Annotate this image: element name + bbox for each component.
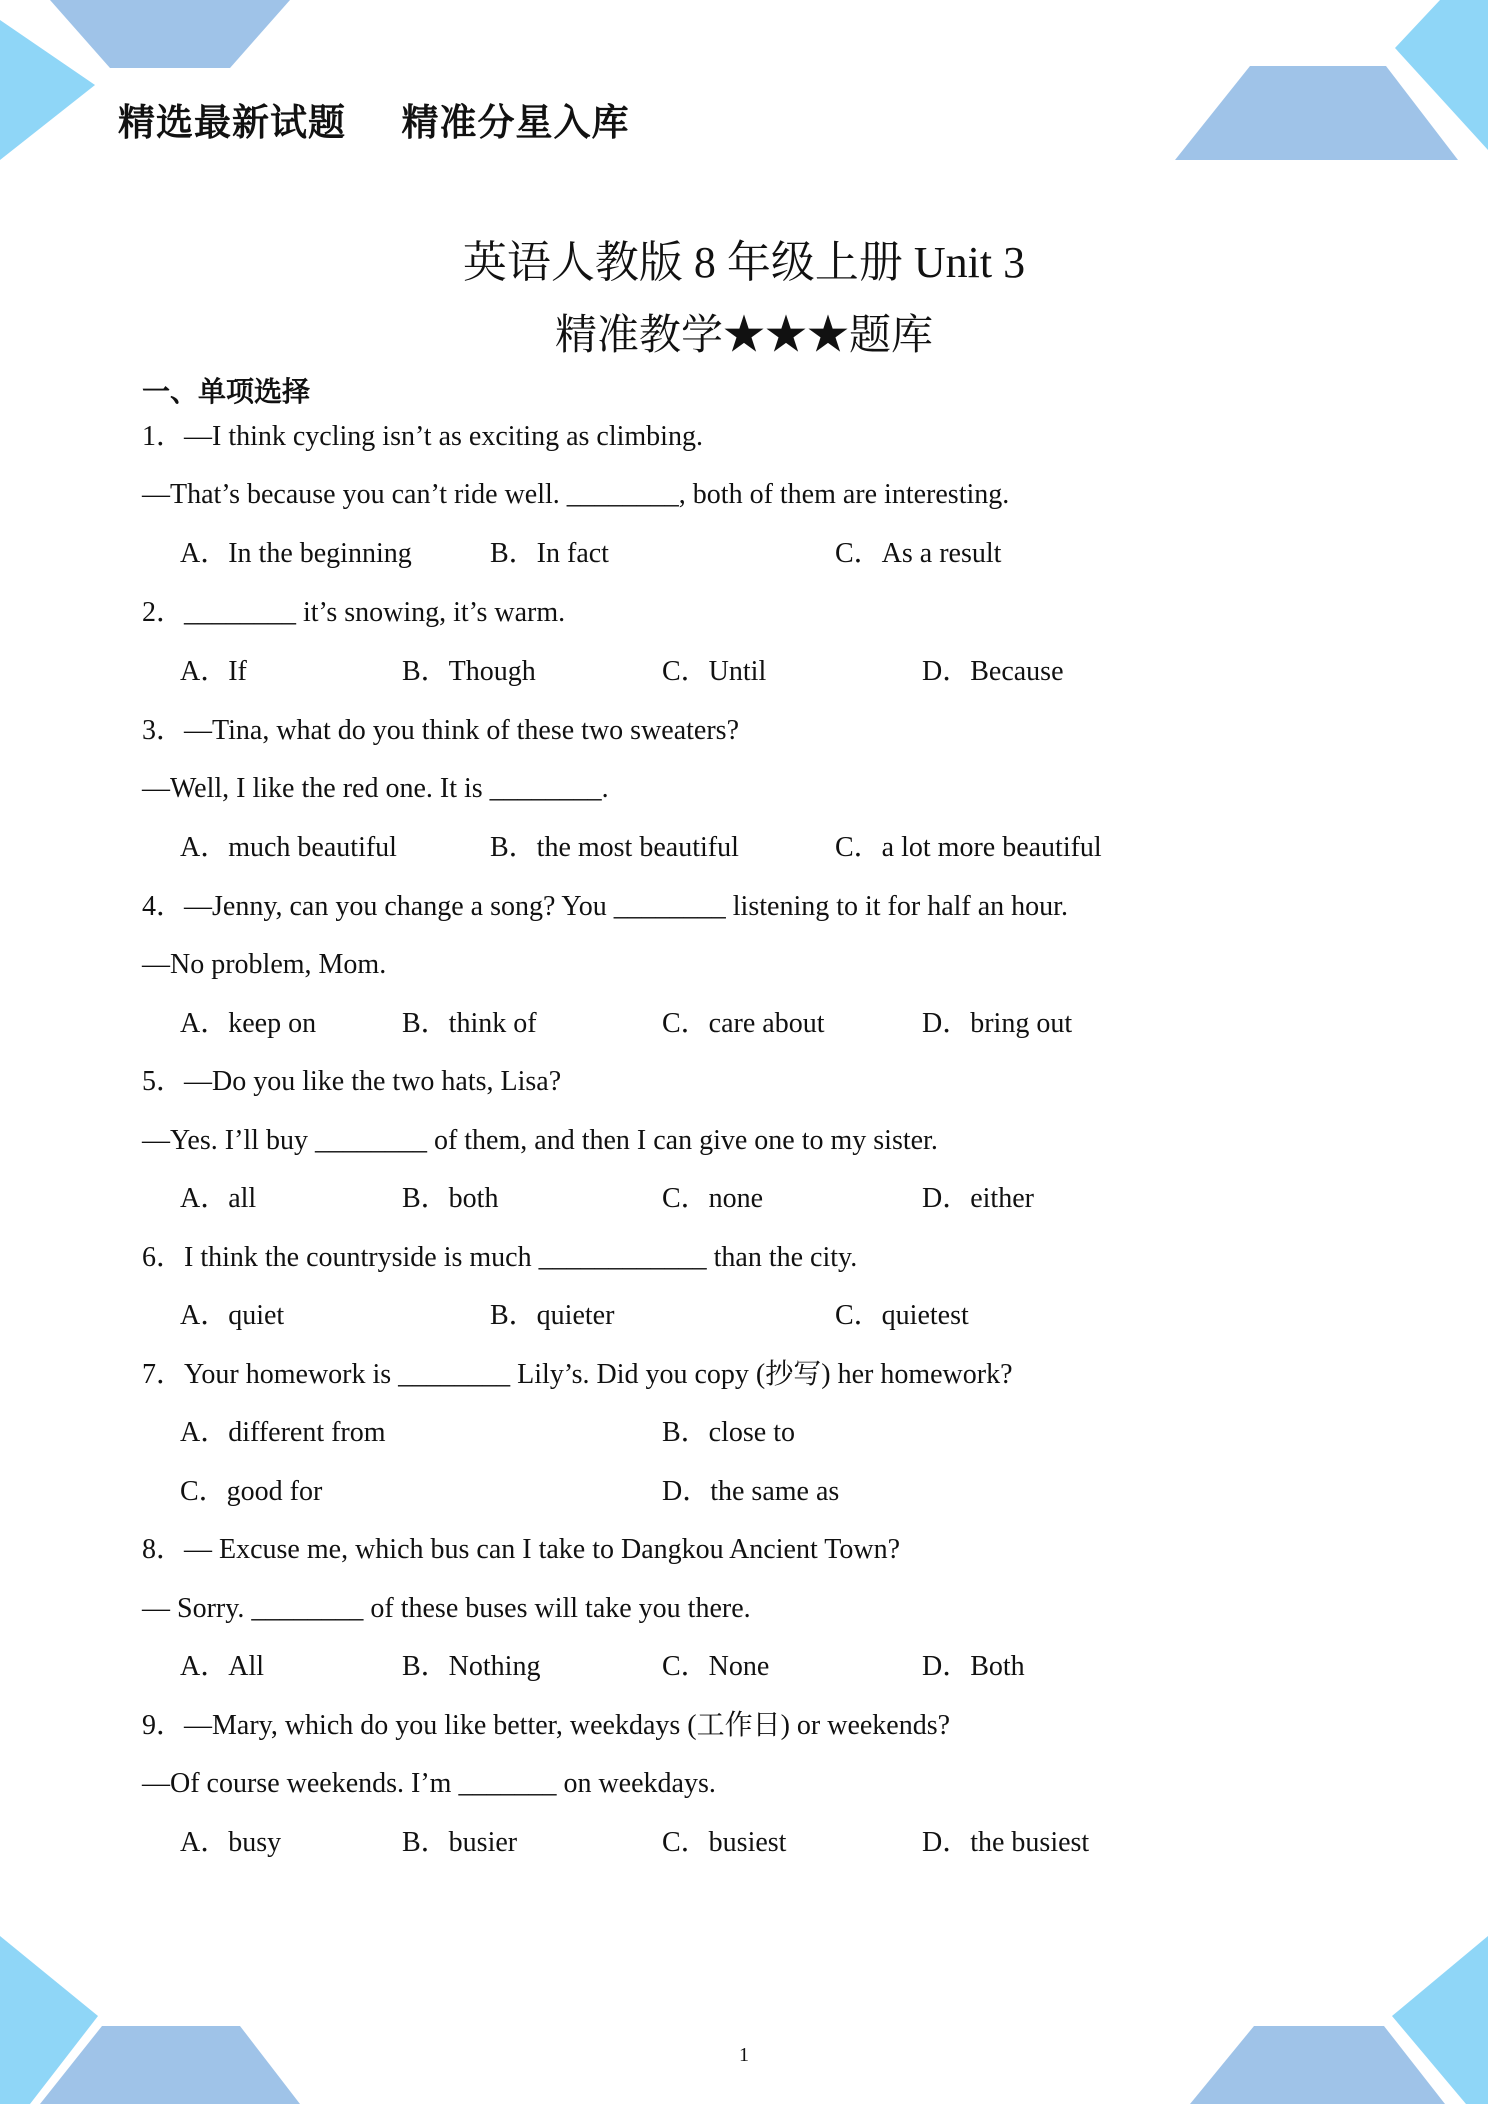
- question-4-option-c: C．care about: [662, 1008, 825, 1039]
- question-8-option-d: D．Both: [922, 1651, 1025, 1682]
- question-8-option-a: A．All: [180, 1651, 265, 1682]
- question-1-line-2: —That’s because you can’t ride well. ________, both of them are interesting.: [142, 479, 1010, 510]
- question-9-line-2: —Of course weekends. I’m _______ on weekdays.: [142, 1768, 716, 1799]
- question-6-option-a: A．quiet: [180, 1300, 285, 1331]
- page-number: 1: [739, 2044, 749, 2066]
- question-3-option-a: A．much beautiful: [180, 832, 397, 863]
- question-2-line-1: 2．________ it’s snowing, it’s warm.: [142, 597, 566, 628]
- question-7-line-1: 7．Your homework is ________ Lily’s. Did you copy (抄写) her homework?: [142, 1359, 1013, 1390]
- question-9-option-a: A．busy: [180, 1827, 282, 1858]
- question-9-option-d: D．the busiest: [922, 1827, 1090, 1858]
- question-8-option-c: C．None: [662, 1651, 770, 1682]
- question-2-option-b: B．Though: [402, 656, 536, 687]
- question-3-line-1: 3．—Tina, what do you think of these two sweaters?: [142, 715, 739, 746]
- question-4-line-1: 4．—Jenny, can you change a song? You ________ listening to it for half an hour.: [142, 891, 1068, 922]
- question-8-line-1: 8．— Excuse me, which bus can I take to Dangkou Ancient Town?: [142, 1534, 901, 1565]
- question-2-option-a: A．If: [180, 656, 247, 687]
- question-2-option-d: D．Because: [922, 656, 1064, 687]
- question-6-option-b: B．quieter: [490, 1300, 615, 1331]
- question-2-option-c: C．Until: [662, 656, 767, 687]
- question-3-option-b: B．the most beautiful: [490, 832, 739, 863]
- question-5-option-b: B．both: [402, 1183, 499, 1214]
- question-6-line-1: 6．I think the countryside is much ____________ than the city.: [142, 1242, 858, 1273]
- question-8-line-2: — Sorry. ________ of these buses will take you there.: [142, 1593, 751, 1624]
- question-7-option-c: C．good for: [180, 1476, 323, 1507]
- question-6-option-c: C．quietest: [835, 1300, 969, 1331]
- header-slogan: 精选最新试题 精准分星入库: [118, 101, 630, 144]
- question-7-option-a: A．different from: [180, 1417, 386, 1448]
- question-4-option-a: A．keep on: [180, 1008, 317, 1039]
- question-1-option-c: C．As a result: [835, 538, 1002, 569]
- question-5-line-1: 5．—Do you like the two hats, Lisa?: [142, 1066, 562, 1097]
- question-5-option-a: A．all: [180, 1183, 257, 1214]
- document-title: 英语人教版 8 年级上册 Unit 3: [462, 238, 1026, 287]
- question-8-option-b: B．Nothing: [402, 1651, 541, 1682]
- question-5-option-d: D．either: [922, 1183, 1034, 1214]
- question-1-option-a: A．In the beginning: [180, 538, 412, 569]
- question-5-option-c: C．none: [662, 1183, 764, 1214]
- question-4-option-d: D．bring out: [922, 1008, 1073, 1039]
- question-4-line-2: —No problem, Mom.: [142, 949, 387, 980]
- question-1-option-b: B．In fact: [490, 538, 609, 569]
- question-3-option-c: C．a lot more beautiful: [835, 832, 1102, 863]
- corner-shape-top-left-trapezoid: [50, 0, 290, 68]
- question-5-line-2: —Yes. I’ll buy ________ of them, and then I can give one to my sister.: [142, 1125, 938, 1156]
- question-7-option-d: D．the same as: [662, 1476, 840, 1507]
- question-9-option-b: B．busier: [402, 1827, 518, 1858]
- question-9-option-c: C．busiest: [662, 1827, 787, 1858]
- document-subtitle: 精准教学★★★题库: [554, 310, 933, 359]
- question-1-line-1: 1．—I think cycling isn’t as exciting as climbing.: [142, 421, 703, 452]
- corner-shape-top-right-trapezoid: [1175, 66, 1458, 160]
- question-7-option-b: B．close to: [662, 1417, 795, 1448]
- corner-shape-top-left-triangle: [0, 20, 95, 160]
- question-4-option-b: B．think of: [402, 1008, 537, 1039]
- question-3-line-2: —Well, I like the red one. It is ________.: [142, 773, 609, 804]
- section-heading: 一、单项选择: [142, 375, 311, 408]
- question-9-line-1: 9．—Mary, which do you like better, weekdays (工作日) or weekends?: [142, 1710, 951, 1741]
